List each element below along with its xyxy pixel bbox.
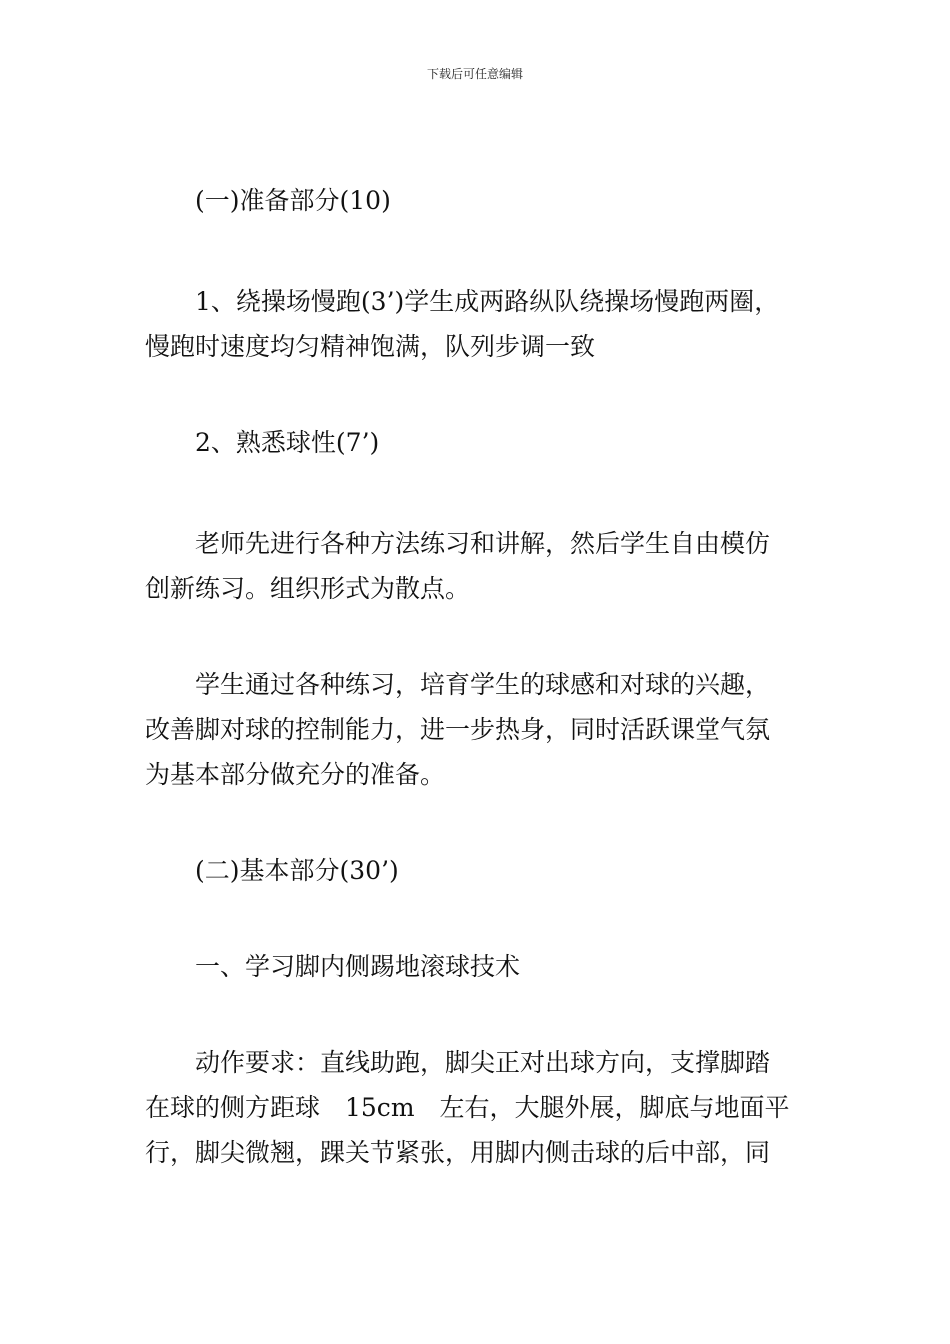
paragraph-line: 动作要求：直线助跑，脚尖正对出球方向，支撑脚踏 — [195, 1048, 771, 1077]
paragraph-line: 行，脚尖微翘，踝关节紧张，用脚内侧击球的后中部，同 — [145, 1138, 771, 1167]
paragraph-line: (一)准备部分(10) — [195, 186, 391, 215]
paragraph-ball-familiarity — [145, 420, 810, 465]
paragraph-jogging — [145, 279, 810, 369]
paragraph-line: 在球的侧方距球 15cm 左右，大腿外展，脚底与地面平 — [145, 1093, 790, 1122]
paragraph-line: 学生通过各种练习，培育学生的球感和对球的兴趣， — [195, 670, 771, 699]
paragraph-action-requirements — [145, 1040, 810, 1175]
paragraph-line: 老师先进行各种方法练习和讲解，然后学生自由模仿 — [195, 529, 771, 558]
paragraph-line: 2、熟悉球性(7’) — [195, 428, 380, 457]
paragraph-line: 改善脚对球的控制能力，进一步热身，同时活跃课堂气氛 — [145, 715, 771, 744]
paragraph-inside-kick — [145, 944, 810, 989]
paragraph-line: 慢跑时速度均匀精神饱满，队列步调一致 — [145, 332, 596, 361]
section-heading-basic — [145, 848, 810, 893]
page-header: 下载后可任意编辑 — [426, 67, 523, 81]
paragraph-line: (二)基本部分(30’) — [195, 856, 399, 885]
section-heading-preparation — [145, 178, 810, 223]
paragraph-line: 为基本部分做充分的准备。 — [145, 760, 446, 789]
paragraph-line: 一、学习脚内侧踢地滚球技术 — [195, 952, 521, 981]
paragraph-line: 创新练习。组织形式为散点。 — [145, 574, 471, 603]
paragraph-teacher-demo — [145, 521, 810, 611]
paragraph-line: 1、绕操场慢跑(3’)学生成两路纵队绕操场慢跑两圈， — [195, 287, 780, 316]
paragraph-student-practice — [145, 662, 810, 797]
document-body — [145, 178, 810, 1175]
